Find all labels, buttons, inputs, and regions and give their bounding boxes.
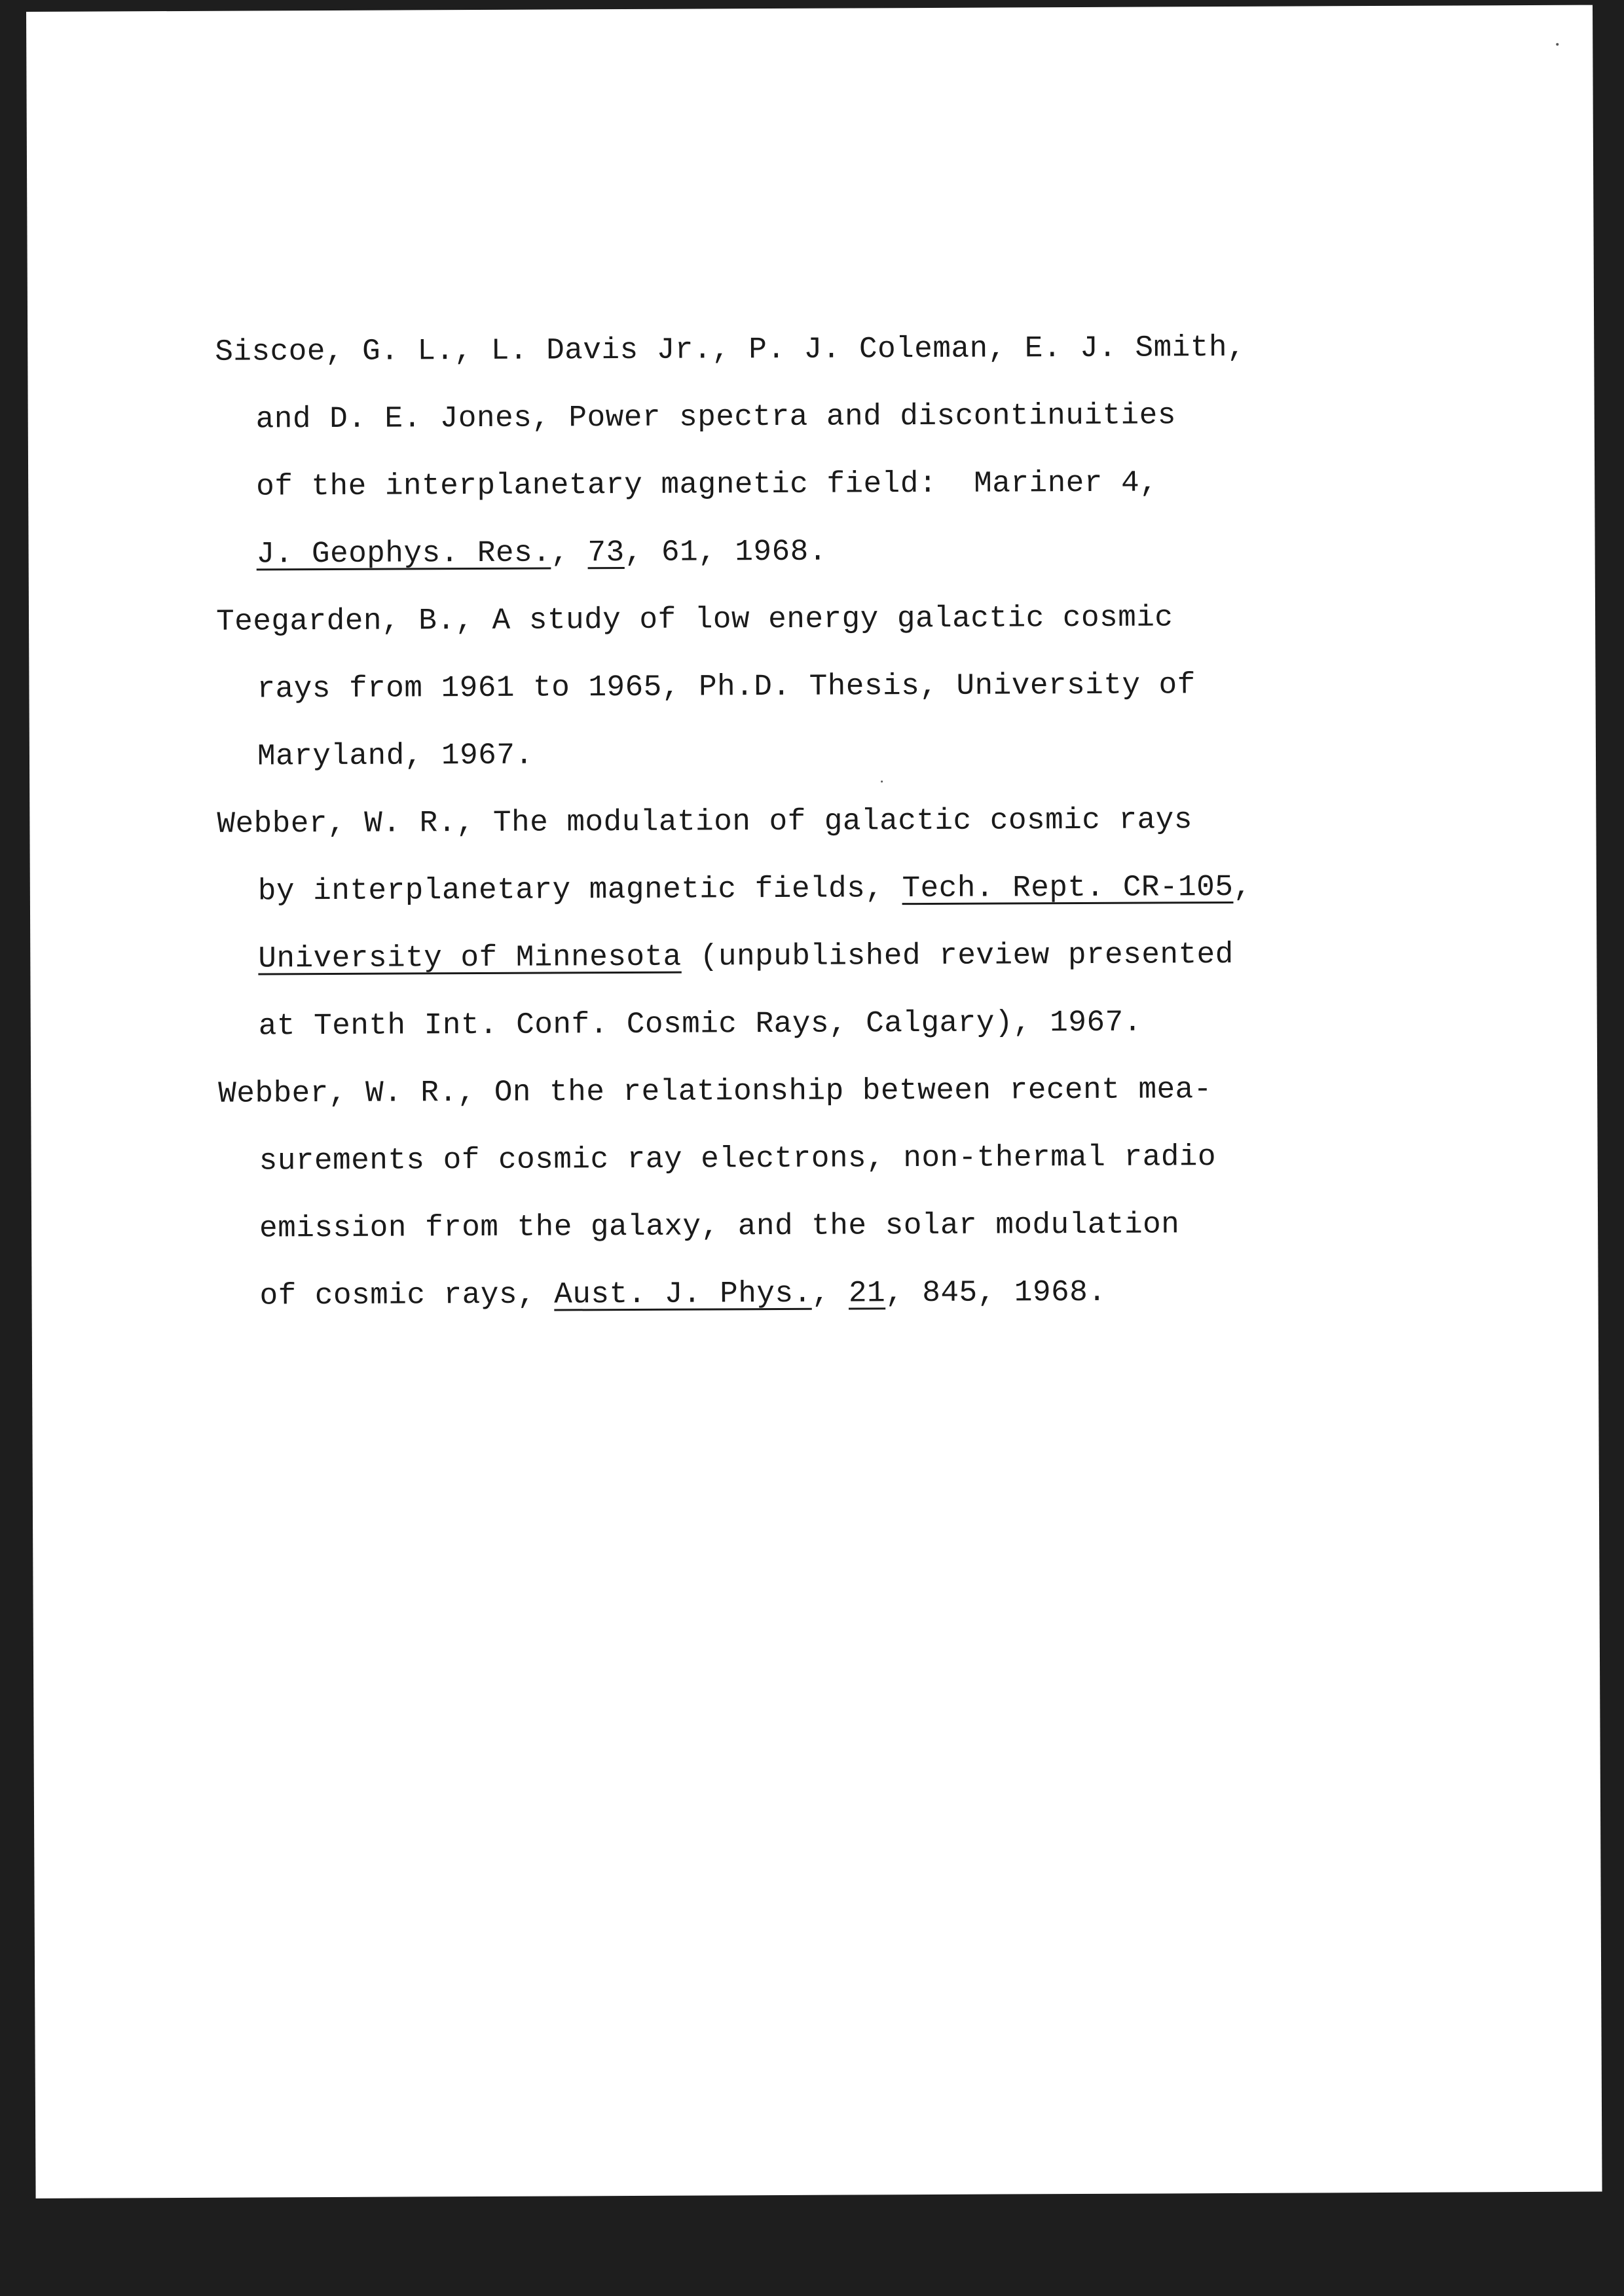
reference-line <box>219 1190 1397 1263</box>
reference-line <box>215 381 1393 454</box>
paper-page <box>26 5 1602 2198</box>
reference-text: Teegarden, B., A study of low energy galactic cosmic <box>215 600 1173 639</box>
reference-text: at Tenth Int. Conf. Cosmic Rays, Calgary), 1967. <box>258 1005 1142 1044</box>
underlined-text: Tech. Rept. CR-105 <box>902 869 1234 906</box>
underlined-text: 73 <box>587 536 625 570</box>
reference-line <box>217 920 1396 993</box>
reference-text: Siscoe, G. L., L. Davis Jr., P. J. Coleman, E. J. Smith, <box>215 330 1246 369</box>
reference-line <box>217 853 1396 926</box>
reference-text: of the interplanetary magnetic field: Mariner 4, <box>256 465 1158 504</box>
reference-list <box>215 314 1398 1330</box>
reference-line <box>218 1055 1397 1128</box>
reference-line <box>215 516 1394 589</box>
reference-text: Webber, W. R., On the relationship between recent mea- <box>218 1072 1212 1111</box>
reference-line <box>217 718 1395 791</box>
reference-line <box>219 1258 1397 1330</box>
reference-line <box>215 448 1394 521</box>
reference-line <box>216 583 1395 656</box>
paper-speck <box>881 780 883 782</box>
reference-text: of cosmic rays, <box>259 1277 555 1313</box>
reference-entry <box>215 314 1395 589</box>
underlined-text: 21 <box>848 1276 886 1311</box>
underlined-text: Aust. J. Phys. <box>554 1276 812 1312</box>
reference-line <box>218 1123 1397 1195</box>
reference-line <box>215 314 1393 386</box>
reference-text: Maryland, 1967. <box>257 738 534 774</box>
paper-speck <box>1556 43 1559 46</box>
reference-text: , 61, 1968. <box>624 534 827 570</box>
reference-text: , <box>811 1276 849 1311</box>
reference-text: Webber, W. R., The modulation of galactic cosmic rays <box>217 803 1193 841</box>
reference-text: , <box>551 536 588 570</box>
reference-text: by interplanetary magnetic fields, <box>257 871 902 909</box>
reference-line <box>218 988 1397 1061</box>
reference-text: and D. E. Jones, Power spectra and discontinuities <box>255 398 1177 437</box>
reference-text: (unpublished review presented <box>681 937 1234 974</box>
reference-text: emission from the galaxy, and the solar modulation <box>259 1207 1180 1246</box>
reference-text: rays from 1961 to 1965, Ph.D. Thesis, University of <box>257 668 1196 706</box>
underlined-text: University of Minnesota <box>258 939 682 976</box>
reference-entry <box>218 1055 1398 1330</box>
reference-line <box>216 651 1395 723</box>
reference-text: , 845, 1968. <box>885 1275 1107 1311</box>
underlined-text: J. Geophys. Res. <box>256 536 551 572</box>
reference-text: , <box>1233 869 1252 904</box>
reference-entry <box>217 786 1397 1061</box>
reference-text: surements of cosmic ray electrons, non-thermal radio <box>259 1140 1217 1178</box>
reference-line <box>217 786 1395 858</box>
reference-entry <box>216 583 1395 791</box>
